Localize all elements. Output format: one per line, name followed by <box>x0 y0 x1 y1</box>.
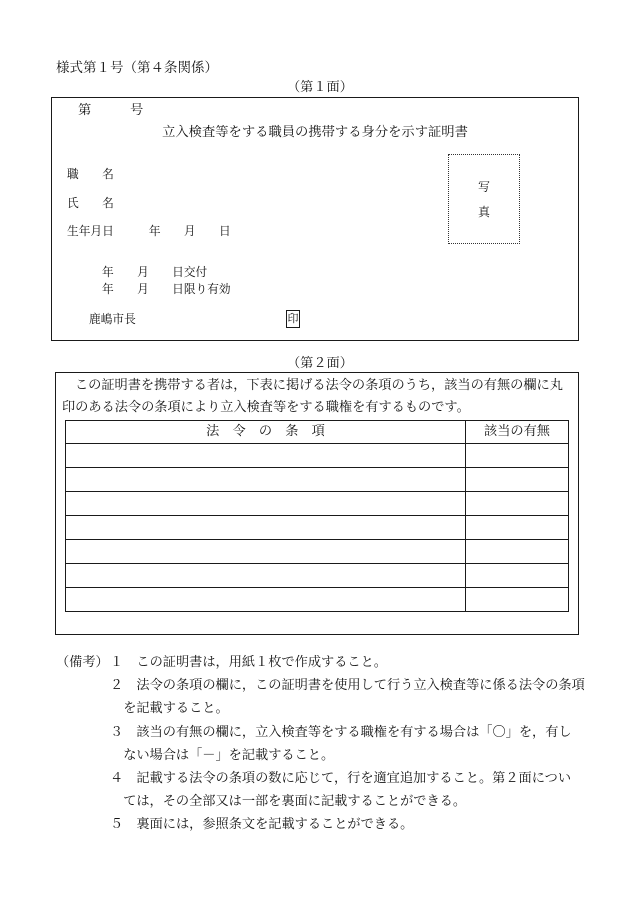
remarks-label: （備考） <box>56 655 109 670</box>
remark-text: 裏面には，参照条文を記載することができる。 <box>136 817 414 833</box>
remark-line: ては，その全部又は一部を裏面に記載することができる。 <box>123 794 467 810</box>
remark-text: 記載する法令の条項の数に応じて，行を適宜追加すること。第２面につい <box>136 771 572 787</box>
table-row <box>66 444 569 468</box>
applicability-cell <box>466 444 569 468</box>
law-provision-cell <box>66 468 466 492</box>
form-reference: 様式第１号（第４条関係） <box>56 60 218 76</box>
table-header-applicability: 該当の有無 <box>466 421 569 444</box>
table-row <box>66 492 569 516</box>
table-row <box>66 540 569 564</box>
remark-line <box>110 674 585 697</box>
seal-mark: 印 <box>286 310 300 328</box>
remark-number: ５ <box>110 817 124 833</box>
photo-label-char: 真 <box>477 205 490 219</box>
law-provision-cell <box>66 444 466 468</box>
certificate-number-prefix: 第 <box>78 103 92 118</box>
table-row <box>66 588 569 612</box>
remark-number: ４ <box>110 771 124 787</box>
certificate-front-panel <box>51 97 579 341</box>
table-header-law-provisions: 法 令 の 条 項 <box>66 421 466 444</box>
remark-text: この証明書は，用紙１枚で作成すること。 <box>136 655 387 670</box>
remark-item-2 <box>110 674 585 720</box>
remark-line <box>110 813 585 836</box>
applicability-cell <box>466 564 569 588</box>
issue-date-line: 年 月 日交付 <box>102 265 208 279</box>
remark-number: １ <box>110 655 124 670</box>
valid-until-line: 年 月 日限り有効 <box>102 282 231 296</box>
photo-placeholder <box>448 154 520 244</box>
remark-line: を記載すること。 <box>123 701 229 717</box>
table-header-row <box>66 421 569 444</box>
birth-date-field-label: 生年月日 年 月 日 <box>67 224 231 238</box>
table-row <box>66 516 569 540</box>
remark-line: ない場合は「－」を記載すること。 <box>123 747 335 763</box>
remark-item-1 <box>110 651 585 674</box>
law-provision-cell <box>66 540 466 564</box>
applicability-cell <box>466 516 569 540</box>
face2-label: （第２面） <box>287 356 353 371</box>
remark-number: ２ <box>110 678 124 694</box>
face1-label: （第１面） <box>287 80 353 95</box>
remark-text: 法令の条項の欄に，この証明書を使用して行う立入検査等に係る法令の条項 <box>136 678 585 694</box>
position-field-label: 職 名 <box>67 167 114 181</box>
issuer-name: 鹿嶋市長 <box>89 312 136 326</box>
law-provision-cell <box>66 492 466 516</box>
remark-line <box>110 721 585 744</box>
applicability-cell <box>466 540 569 564</box>
remarks-list <box>110 651 585 837</box>
law-provision-cell <box>66 564 466 588</box>
remark-item-4 <box>110 767 585 813</box>
remark-line <box>110 651 585 674</box>
remark-line <box>110 767 585 790</box>
law-provision-cell <box>66 516 466 540</box>
law-provision-cell <box>66 588 466 612</box>
applicability-cell <box>466 588 569 612</box>
certificate-title: 立入検査等をする職員の携帯する身分を示す証明書 <box>162 125 468 140</box>
applicability-cell <box>466 492 569 516</box>
table-row <box>66 468 569 492</box>
table-row <box>66 564 569 588</box>
certificate-number-suffix: 号 <box>130 103 144 118</box>
remark-item-5 <box>110 813 585 836</box>
certificate-back-panel <box>55 372 579 635</box>
applicability-cell <box>466 468 569 492</box>
law-provisions-table <box>65 420 569 612</box>
remark-number: ３ <box>110 724 124 740</box>
statement-line: 印のある法令の条項により立入検査等をする職権を有するものです。 <box>62 400 470 415</box>
remark-text: 該当の有無の欄に，立入検査等をする職権を有する場合は「〇」を，有し <box>136 724 572 740</box>
statement-line: この証明書を携帯する者は，下表に掲げる法令の条項のうち，該当の有無の欄に丸 <box>75 378 563 393</box>
remark-item-3 <box>110 721 585 767</box>
name-field-label: 氏 名 <box>67 196 114 210</box>
photo-label-char: 写 <box>477 180 490 194</box>
